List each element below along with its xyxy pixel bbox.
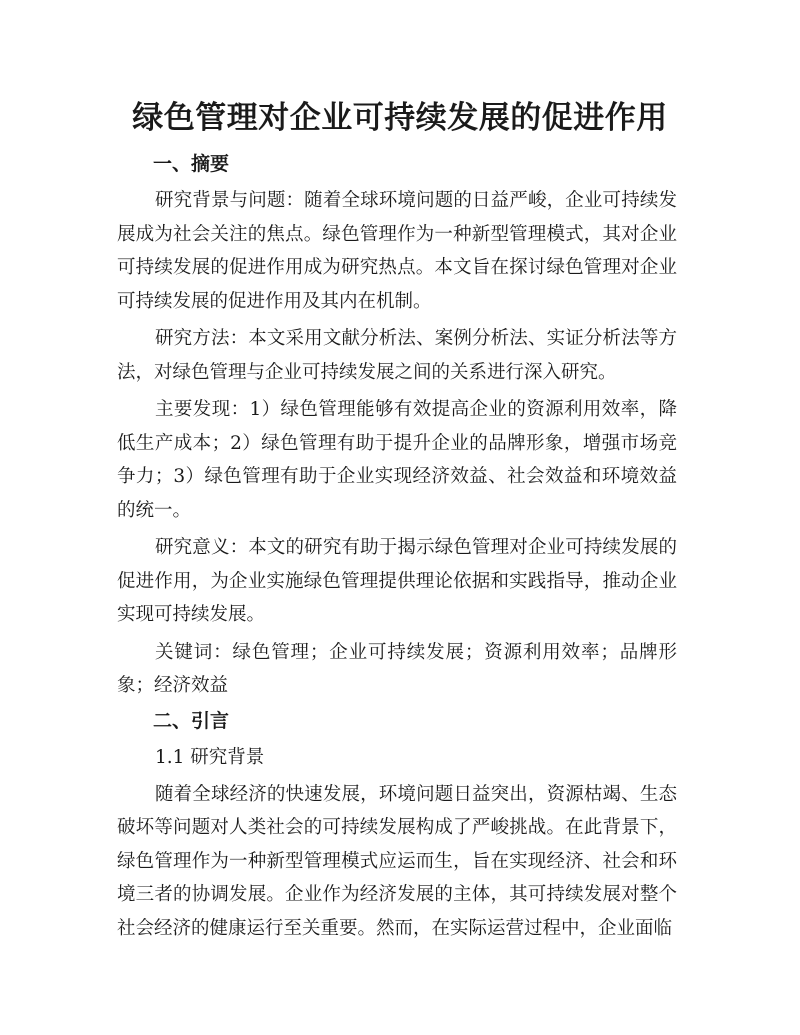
document-title: 绿色管理对企业可持续发展的促进作用	[132, 100, 668, 136]
introduction-paragraph: 随着全球经济的快速发展，环境问题日益突出，资源枯竭、生态破坏等问题对人类社会的可持续发展构成了严峻挑战。在此背景下，绿色管理作为一种新型管理模式应运而生，旨在实现经济、社会和环境三者的协调发展。企业作为经济发展的主体，其可持续发展对整个社会经济的健康运行至关重要。然而，在实际运营过程中，企业面临	[117, 783, 677, 939]
abstract-background-paragraph: 研究背景与问题：随着全球环境问题的日益严峻，企业可持续发展成为社会关注的焦点。绿色管理作为一种新型管理模式，其对企业可持续发展的促进作用成为研究热点。本文旨在探讨绿色管理对企业可持续发展的促进作用及其内在机制。	[117, 190, 677, 312]
subsection-heading-background: 1.1 研究背景	[155, 746, 265, 768]
section-heading-introduction: 二、引言	[153, 709, 230, 732]
document-body	[117, 150, 677, 949]
abstract-significance-paragraph: 研究意义：本文的研究有助于揭示绿色管理对企业可持续发展的促进作用，为企业实施绿色管理提供理论依据和实践指导，推动企业实现可持续发展。	[117, 537, 677, 625]
section-heading-abstract: 一、摘要	[153, 153, 230, 175]
abstract-findings-paragraph: 主要发现：1）绿色管理能够有效提高企业的资源利用效率，降低生产成本；2）绿色管理有助于提升企业的品牌形象，增强市场竞争力；3）绿色管理有助于企业实现经济效益、社会效益和环境效益的统一。	[117, 399, 677, 521]
abstract-method-paragraph: 研究方法：本文采用文献分析法、案例分析法、实证分析法等方法，对绿色管理与企业可持续发展之间的关系进行深入研究。	[117, 328, 677, 383]
keywords-paragraph: 关键词：绿色管理；企业可持续发展；资源利用效率；品牌形象；经济效益	[117, 641, 677, 696]
